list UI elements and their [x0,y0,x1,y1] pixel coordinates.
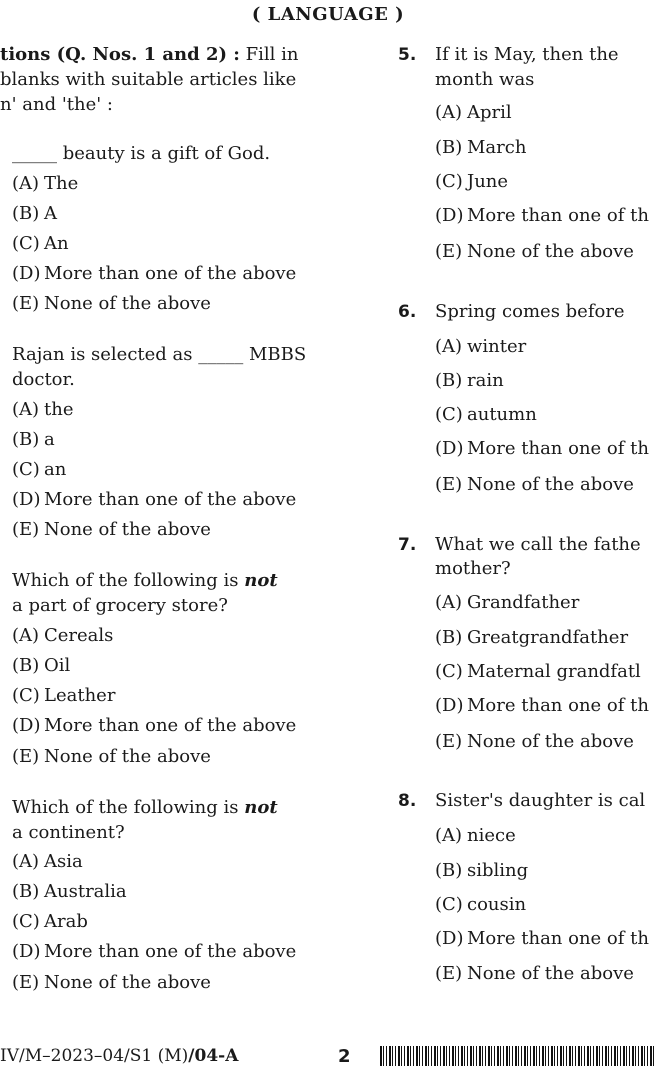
option-label: (D) [12,263,41,284]
option-label: (A) [12,173,40,194]
option-label: (C) [435,171,463,192]
option-label: (E) [435,963,463,984]
option-text: Maternal grandfatl [467,661,641,682]
option-label: (B) [435,627,463,648]
option-b [12,429,55,450]
option-a [12,851,83,872]
option-text: Australia [44,881,127,902]
option-a [435,102,512,123]
option-text: winter [467,336,527,357]
q8-stem-line-1: Sister's daughter is cal [435,790,646,811]
option-text: April [467,102,512,123]
option-c [435,171,508,192]
option-text: None of the above [467,474,634,495]
option-c [12,233,69,254]
option-label: (C) [12,911,40,932]
option-label: (D) [12,715,41,736]
option-b [435,137,526,158]
option-label: (C) [12,233,40,254]
option-label: (E) [12,519,40,540]
option-text: More than one of th [467,205,649,226]
option-label: (A) [435,825,463,846]
option-text: More than one of the above [44,715,297,736]
option-text: Asia [44,851,83,872]
option-label: (E) [12,746,40,767]
option-label: (B) [12,881,40,902]
option-text: a [44,429,55,450]
option-text: None of the above [467,731,634,752]
option-label: (A) [12,399,40,420]
option-b [12,203,57,224]
option-c [12,911,88,932]
option-a [435,336,526,357]
question-3-stem-line-1: Which of the following is not [12,570,278,591]
option-label: (D) [435,695,464,716]
question-3-stem-line-2: a part of grocery store? [12,595,228,616]
option-e [435,241,634,262]
option-text: sibling [467,860,529,881]
option-text: March [467,137,527,158]
option-label: (D) [12,941,41,962]
option-b [12,881,127,902]
q6-stem-line-1: Spring comes before [435,301,625,322]
option-text: an [44,459,67,480]
question-4-stem-line-1: Which of the following is not [12,797,278,818]
option-text: The [44,173,79,194]
option-text: autumn [467,404,537,425]
option-label: (D) [12,489,41,510]
option-text: None of the above [44,746,211,767]
option-text: Greatgrandfather [467,627,629,648]
option-text: Arab [44,911,88,932]
option-text: More than one of th [467,695,649,716]
option-d [435,928,649,949]
question-2-stem-line-1: Rajan is selected as _____ MBBS [12,344,307,365]
q6-number: 6. [398,302,417,322]
option-text: None of the above [44,972,211,993]
option-text: Leather [44,685,116,706]
option-label: (D) [435,438,464,459]
question-1-stem: _____ beauty is a gift of God. [12,143,271,164]
option-e [12,746,211,767]
option-e [435,731,634,752]
instructions-line-2: blanks with suitable articles like [0,69,297,90]
option-label: (B) [435,137,463,158]
q7-stem-line-1: What we call the fathe [435,534,641,555]
option-e [435,963,634,984]
option-e [12,293,211,314]
option-e [435,474,634,495]
option-text: More than one of th [467,438,649,459]
option-d [12,489,296,510]
option-text: More than one of the above [44,263,297,284]
q5-number: 5. [398,45,417,65]
section-header: ( LANGUAGE ) [251,4,405,25]
page-number: 2 [338,1046,351,1067]
option-label: (E) [435,241,463,262]
option-d [12,715,296,736]
option-label: (D) [435,205,464,226]
option-label: (C) [435,404,463,425]
paper-code: IV/M–2023–04/S1 (M)/04-A [0,1046,239,1066]
q7-stem-line-2: mother? [435,558,511,579]
option-label: (A) [12,851,40,872]
question-2-stem-line-2: doctor. [12,369,75,390]
option-label: (E) [435,731,463,752]
option-label: (A) [435,592,463,613]
option-b [12,655,70,676]
option-b [435,370,504,391]
option-label: (A) [435,102,463,123]
option-label: (E) [435,474,463,495]
option-text: A [44,203,57,224]
option-d [435,438,649,459]
option-text: None of the above [44,519,211,540]
option-label: (B) [12,203,40,224]
option-text: None of the above [467,963,634,984]
option-text: More than one of th [467,928,649,949]
option-e [12,972,211,993]
option-text: More than one of the above [44,489,297,510]
option-a [12,625,113,646]
option-text: June [467,171,509,192]
option-label: (B) [12,429,40,450]
option-text: niece [467,825,516,846]
option-label: (B) [435,370,463,391]
option-label: (C) [12,685,40,706]
option-c [435,894,526,915]
option-text: rain [467,370,504,391]
option-d [435,205,649,226]
q7-number: 7. [398,535,417,555]
option-label: (B) [435,860,463,881]
option-c [435,404,537,425]
option-text: the [44,399,74,420]
barcode [380,1046,654,1066]
option-text: None of the above [44,293,211,314]
option-c [12,459,66,480]
option-text: Oil [44,655,71,676]
option-e [12,519,211,540]
instructions-line-3: n' and 'the' : [0,94,113,115]
option-a [435,825,516,846]
option-c [435,661,641,682]
option-label: (C) [12,459,40,480]
option-d [12,263,296,284]
option-b [435,627,628,648]
option-text: cousin [467,894,527,915]
instructions-line-1: tions (Q. Nos. 1 and 2) : Fill in [0,44,299,65]
q5-stem-line-1: If it is May, then the [435,44,619,65]
option-a [435,592,579,613]
option-label: (E) [12,293,40,314]
option-label: (E) [12,972,40,993]
option-text: Grandfather [467,592,580,613]
option-b [435,860,528,881]
option-label: (A) [12,625,40,646]
option-label: (C) [435,661,463,682]
option-a [12,399,73,420]
option-text: None of the above [467,241,634,262]
option-label: (B) [12,655,40,676]
option-text: An [44,233,69,254]
option-text: More than one of the above [44,941,297,962]
option-text: Cereals [44,625,114,646]
option-d [12,941,296,962]
question-4-stem-line-2: a continent? [12,822,125,843]
not-emphasis: not [244,570,278,591]
option-label: (C) [435,894,463,915]
option-c [12,685,115,706]
option-label: (D) [435,928,464,949]
option-a [12,173,78,194]
not-emphasis: not [244,797,278,818]
option-d [435,695,649,716]
option-label: (A) [435,336,463,357]
q5-stem-line-2: month was [435,69,535,90]
q8-number: 8. [398,791,417,811]
